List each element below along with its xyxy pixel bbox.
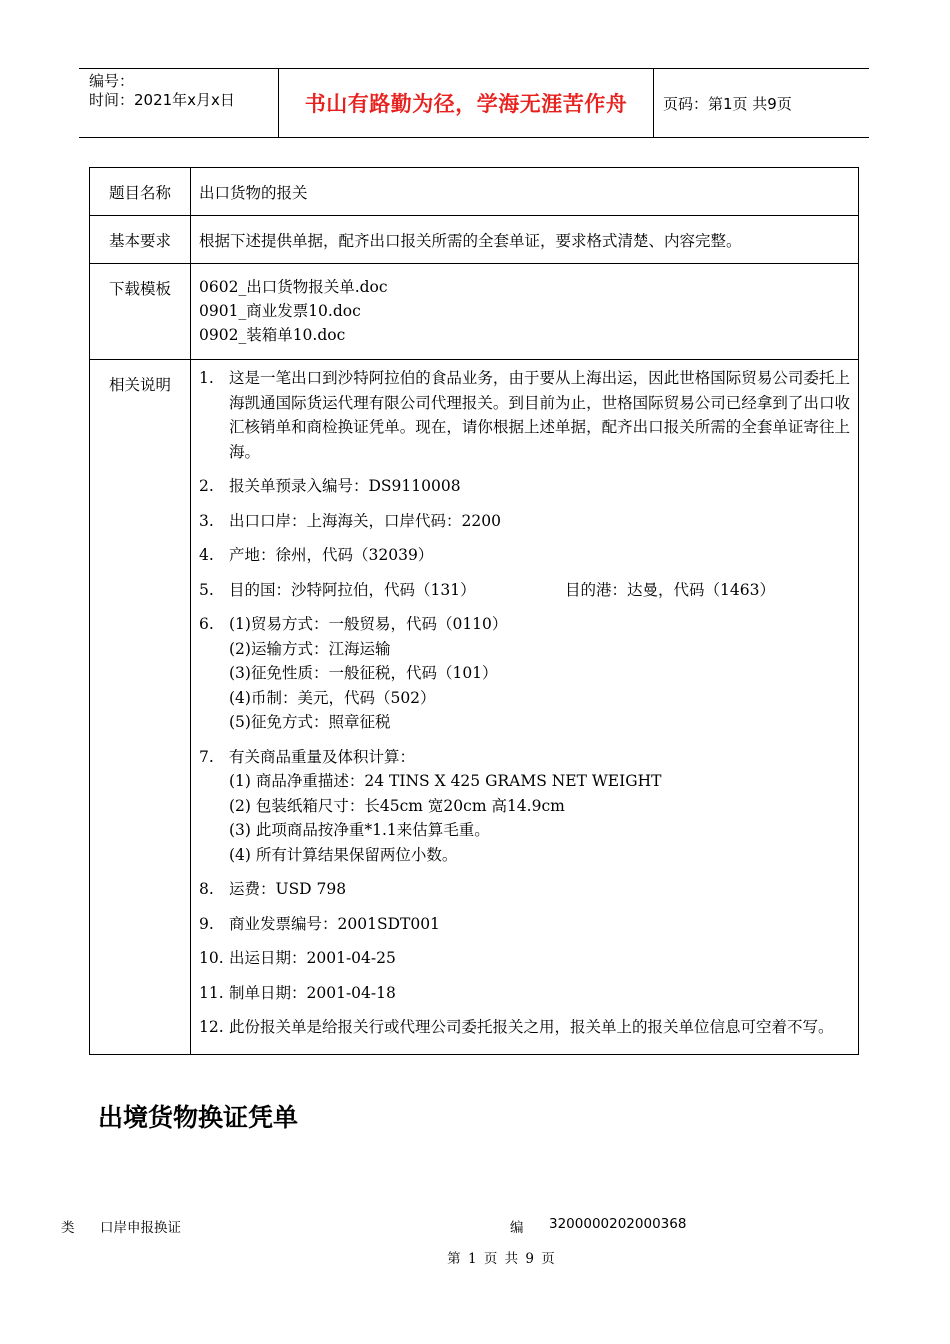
list-item (199, 474, 850, 499)
item-text: 报关单预录入编号：DS9110008 (229, 477, 461, 495)
item-text: 运费：USD 798 (229, 880, 347, 898)
item-text: 出口口岸：上海海关，口岸代码：2200 (229, 511, 501, 530)
list-item (199, 543, 850, 568)
page-footer: 第 1 页 共 9 页 (447, 1251, 555, 1267)
row-value: 出口货物的报关 (191, 168, 859, 216)
item-number: 1. (199, 369, 214, 387)
item-number: 2. (199, 477, 214, 495)
item-number: 10. (199, 949, 224, 967)
table-row-title (90, 168, 859, 216)
sub-line: 有关商品重量及体积计算： (229, 747, 416, 766)
code-label: 编 (510, 1220, 524, 1236)
sub-line: (1)贸易方式：一般贸易，代码（0110） (229, 615, 508, 633)
sub-line: (1) 商品净重描述：24 TINS X 425 GRAMS NET WEIGHT (229, 772, 662, 790)
row-label: 下载模板 (90, 264, 191, 360)
sub-line: (2)运输方式：江海运输 (229, 639, 391, 658)
header-meta (79, 69, 279, 137)
list-item (199, 981, 850, 1006)
type-label: 类 (61, 1220, 75, 1236)
item-text: 这是一笔出口到沙特阿拉伯的食品业务，由于要从上海出运，因此世格国际贸易公司委托上海凯通国际货运代理有限公司代理报关。到目前为止，世格国际贸易公司已经拿到了出口收汇核销单和商检换证凭单。现在，请你根据上述单据，配齐出口报关所需的全套单证寄往上海。 (229, 369, 850, 461)
item-text: 制单日期：2001-04-18 (229, 983, 396, 1002)
sub-line: (4) 所有计算结果保留两位小数。 (229, 845, 458, 864)
template-file: 0901_商业发票10.doc (199, 302, 361, 320)
sub-line: (3) 此项商品按净重*1.1来估算毛重。 (229, 821, 490, 839)
list-item (199, 912, 850, 937)
sub-line: (4)币制：美元，代码（502） (229, 688, 436, 707)
sub-line: (3)征免性质：一般征税，代码（101） (229, 664, 498, 682)
template-file: 0602_出口货物报关单.doc (199, 278, 388, 296)
doc-number-label: 编号： (89, 72, 135, 90)
table-row-requirements (90, 216, 859, 264)
item-text: 产地：徐州，代码（32039） (229, 546, 434, 564)
row-value: 根据下述提供单据，配齐出口报关所需的全套单证，要求格式清楚、内容完整。 (191, 216, 859, 264)
table-row-templates (90, 264, 859, 360)
row-label: 基本要求 (90, 216, 191, 264)
item-text: 此份报关单是给报关行或代理公司委托报关之用，报关单上的报关单位信息可空着不写。 (229, 1018, 834, 1036)
list-item (199, 946, 850, 971)
template-file: 0902_装箱单10.doc (199, 326, 346, 344)
section-title: 出境货物换证凭单 (98, 1103, 299, 1132)
header-motto: 书山有路勤为径，学海无涯苦作舟 (279, 69, 654, 137)
item-text: 出运日期：2001-04-25 (229, 949, 396, 967)
item-number: 11. (199, 983, 224, 1002)
doc-date: 时间：2021年x月x日 (89, 91, 235, 109)
destination-port: 目的港：达曼，代码（1463） (565, 580, 775, 599)
item-number: 7. (199, 747, 214, 766)
list-item (199, 877, 850, 902)
list-item (199, 509, 850, 534)
notes-cell (191, 360, 859, 1055)
code-value: 3200000202000368 (549, 1216, 687, 1232)
item-number: 6. (199, 615, 214, 633)
type-value: 口岸申报换证 (100, 1220, 181, 1236)
item-number: 12. (199, 1018, 224, 1036)
list-item (199, 745, 850, 868)
row-label: 题目名称 (90, 168, 191, 216)
sub-line: (2) 包装纸箱尺寸：长45cm 宽20cm 高14.9cm (229, 796, 565, 815)
page-header (79, 68, 869, 138)
list-item (199, 366, 850, 464)
sub-line: (5)征免方式：照章征税 (229, 713, 391, 731)
template-list (191, 264, 859, 360)
item-number: 9. (199, 914, 214, 933)
item-number: 3. (199, 511, 214, 530)
task-table (89, 167, 859, 1055)
item-text (229, 745, 850, 868)
notes-list (199, 366, 850, 1040)
item-number: 4. (199, 546, 214, 564)
list-item (199, 578, 850, 603)
destination-country: 目的国：沙特阿拉伯，代码（131） (229, 580, 476, 599)
item-number: 8. (199, 880, 214, 898)
item-text (229, 612, 850, 735)
item-text: 商业发票编号：2001SDT001 (229, 914, 440, 933)
item-number: 5. (199, 580, 214, 599)
header-page-info: 页码：第1页 共9页 (663, 94, 792, 113)
table-row-notes (90, 360, 859, 1055)
row-label: 相关说明 (90, 360, 191, 1055)
list-item (199, 612, 850, 735)
list-item (199, 1015, 850, 1040)
item-text-pair (229, 578, 850, 603)
